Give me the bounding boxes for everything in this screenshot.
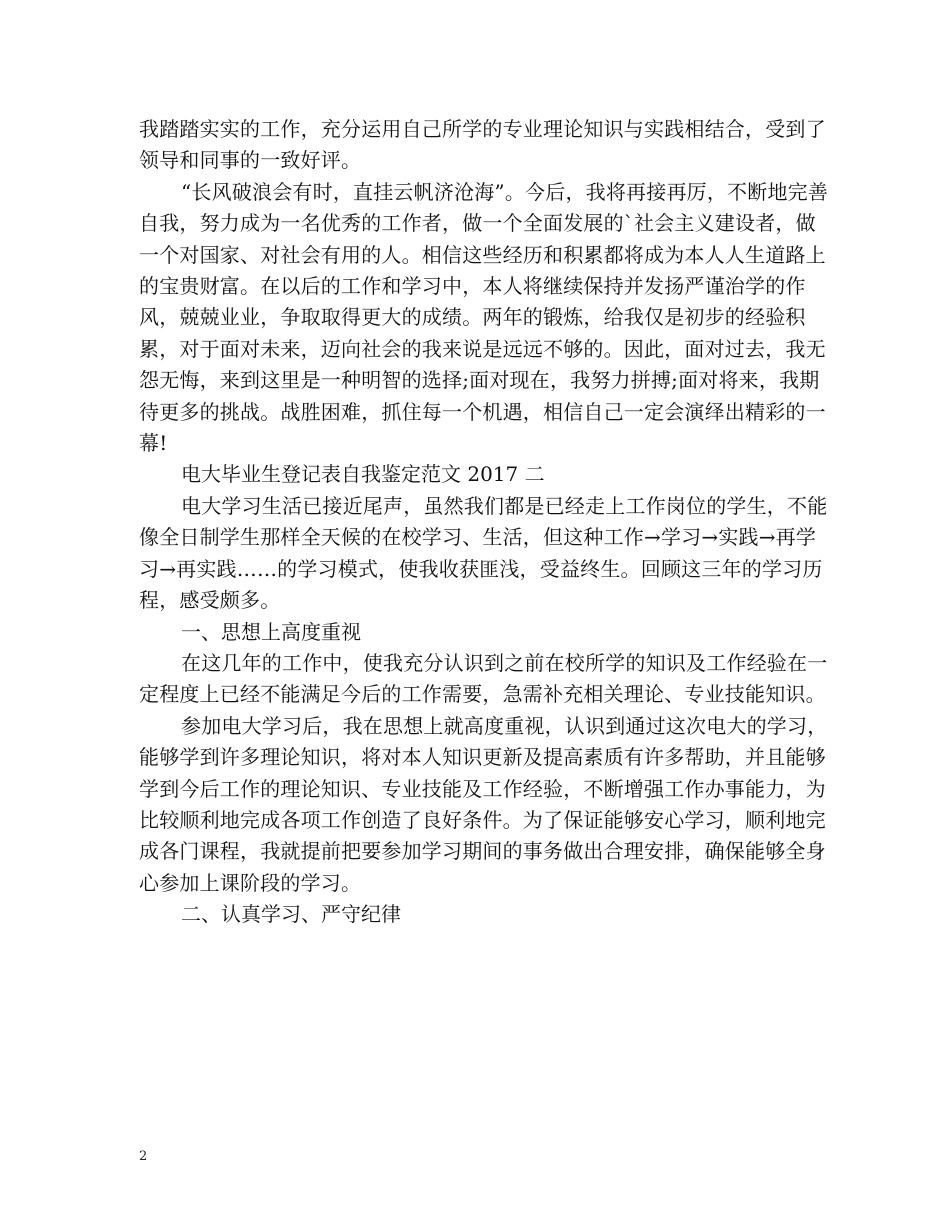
- document-body: [139, 114, 829, 931]
- section-title: 电大毕业生登记表自我鉴定范文 2017 二: [181, 462, 545, 487]
- paragraph-2: “长风破浪会有时，直挂云帆济沧海”。今后，我将再接再厉，不断地完善自我，努力成为一名优秀的工作者，做一个全面发展的`社会主义建设者，做一个对国家、对社会有用的人。相信这些经历和积累都将成为本人人生道路上的宝贵财富。在以后的工作和学习中，本人将继续保持并发扬严谨治学的作风，兢兢业业，争取取得更大的成绩。两年的锻炼，给我仅是初步的经验积累，对于面对未来，迈向社会的我来说是远远不够的。因此，面对过去，我无怨无悔，来到这里是一种明智的选择;面对现在，我努力拼搏;面对将来，我期待更多的挑战。战胜困难，抓住每一个机遇，相信自己一定会演绎出精彩的一幕!: [139, 179, 829, 456]
- paragraph-4: 在这几年的工作中，使我充分认识到之前在校所学的知识及工作经验在一定程度上已经不能满足今后的工作需要，急需补充相关理论、专业技能知识。: [139, 650, 828, 707]
- paragraph-1: 我踏踏实实的工作，充分运用自己所学的专业理论知识与实践相结合，受到了领导和同事的一致好评。: [139, 117, 826, 173]
- paragraph-3: 电大学习生活已接近尾声，虽然我们都是已经走上工作岗位的学生，不能像全日制学生那样全天候的在校学习、生活，但这种工作→学习→实践→再学习→再实践……的学习模式，使我收获匪浅，受益终生。回顾这三年的学习历程，感受颇多。: [139, 493, 828, 613]
- paragraph-5: 参加电大学习后，我在思想上就高度重视，认识到通过这次电大的学习，能够学到许多理论知识，将对本人知识更新及提高素质有许多帮助，并且能够学到今后工作的理论知识、专业技能及工作经验，不断增强工作办事能力，为比较顺利地完成各项工作创造了良好条件。为了保证能够安心学习，顺利地完成各门课程，我就提前把要参加学习期间的事务做出合理安排，确保能够全身心参加上课阶段的学习。: [139, 713, 828, 895]
- page-number: 2: [139, 1149, 148, 1164]
- subheading-2: 二、认真学习、严守纪律: [181, 902, 401, 927]
- subheading-1: 一、思想上高度重视: [181, 619, 361, 644]
